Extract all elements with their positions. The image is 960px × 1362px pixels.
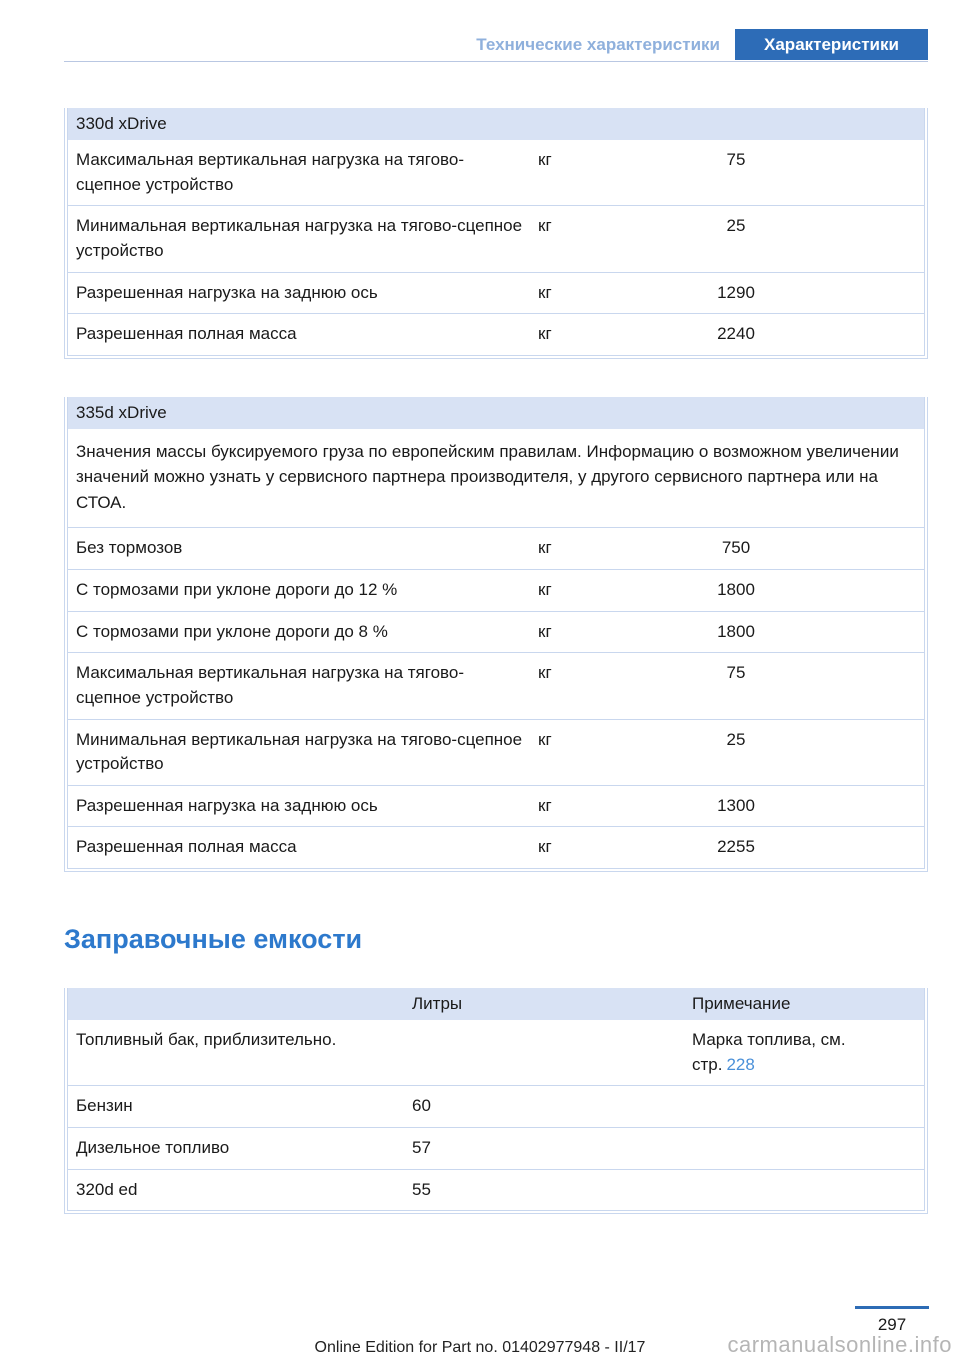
edition-note: Online Edition for Part no. 01402977948 - II/17	[314, 1339, 646, 1356]
table-row	[68, 272, 924, 314]
table-row	[68, 527, 924, 569]
table-row	[68, 826, 924, 868]
table-title: 330d xDrive	[68, 108, 924, 140]
row-label: 320d ed	[76, 1179, 138, 1199]
row-label: Разрешенная полная масса	[76, 324, 297, 344]
section-heading-capacities: Заправочные емкости	[64, 924, 363, 955]
page-number: 297	[877, 1315, 907, 1334]
row-value: 1800	[717, 579, 755, 599]
row-value: 25	[726, 729, 746, 749]
row-value: 2255	[717, 837, 755, 857]
row-unit: кг	[538, 729, 552, 749]
page-reference-link[interactable]: 228	[726, 1054, 755, 1074]
row-label: Без тормозов	[76, 538, 183, 558]
row-value: 25	[726, 216, 746, 236]
row-value: 750	[721, 538, 751, 558]
row-liters: 57	[412, 1138, 431, 1158]
spec-table-330d-xdrive	[64, 108, 928, 359]
page-header	[64, 0, 928, 60]
capacities-table	[64, 988, 928, 1214]
row-unit: кг	[538, 282, 552, 302]
row-value: 75	[726, 663, 746, 683]
row-liters: 55	[412, 1179, 431, 1199]
row-unit: кг	[538, 150, 552, 169]
watermark: carmanualsonline.info	[727, 1332, 952, 1357]
table-row	[68, 611, 924, 653]
table-row	[68, 140, 924, 205]
row-unit: кг	[538, 216, 552, 236]
row-value: 2240	[717, 324, 755, 344]
chapter-badge: Характеристики	[735, 29, 928, 60]
breadcrumb: Технические характеристики	[476, 34, 720, 54]
column-header-empty	[68, 994, 412, 1014]
row-label: Максимальная вертикальная нагрузка на тягово-сцепное устройство	[76, 150, 464, 194]
table-row	[68, 785, 924, 827]
row-label: Разрешенная полная масса	[76, 837, 297, 857]
row-label: Минимальная вертикальная нагрузка на тягово-сцепное устройство	[76, 216, 523, 260]
row-value: 1800	[717, 621, 755, 641]
row-label: С тормозами при уклоне дороги до 12 %	[76, 579, 398, 599]
table-row	[68, 719, 924, 785]
row-value: 1290	[717, 282, 755, 302]
row-value: 75	[726, 150, 746, 169]
header-divider	[64, 61, 928, 62]
row-label: Разрешенная нагрузка на заднюю ось	[76, 795, 378, 815]
row-unit: кг	[538, 663, 552, 683]
table-title: 335d xDrive	[68, 397, 924, 429]
table-row	[68, 1020, 924, 1085]
column-header-liters: Литры	[412, 994, 463, 1014]
note-line1: Марка топлива, см.	[692, 1030, 846, 1050]
row-unit: кг	[538, 837, 552, 857]
row-label: Разрешенная нагрузка на заднюю ось	[76, 282, 378, 302]
row-liters: 60	[412, 1096, 431, 1116]
row-unit: кг	[538, 795, 552, 815]
row-unit: кг	[538, 324, 552, 344]
column-header-note: Примечание	[692, 994, 791, 1014]
row-note	[692, 1028, 924, 1077]
table-row	[68, 205, 924, 271]
note-line2-prefix: стр.	[692, 1054, 723, 1074]
row-unit: кг	[538, 579, 552, 599]
capacities-table-header	[68, 988, 924, 1020]
row-label: Минимальная вертикальная нагрузка на тягово-сцепное устройство	[76, 729, 523, 774]
row-unit: кг	[538, 538, 552, 558]
table-row	[68, 313, 924, 355]
table-row	[68, 1169, 924, 1211]
table-row	[68, 652, 924, 718]
row-label: С тормозами при уклоне дороги до 8 %	[76, 621, 388, 641]
table-row	[68, 1127, 924, 1169]
content-area	[64, 0, 928, 1214]
page-number-rule	[855, 1306, 929, 1309]
row-label: Бензин	[76, 1096, 133, 1116]
row-label: Максимальная вертикальная нагрузка на тягово-сцепное устройство	[76, 663, 464, 707]
row-value: 1300	[717, 795, 755, 815]
row-unit: кг	[538, 621, 552, 641]
table-note: Значения массы буксируемого груза по европейским правилам. Информацию о возможном увеличении значений можно узнать у сервисного партнера производителя, у другого сервисного партнера или на СТОА.	[76, 441, 899, 512]
table-row	[68, 1085, 924, 1127]
row-label: Топливный бак, приблизительно.	[76, 1030, 337, 1050]
spec-table-335d-xdrive	[64, 397, 928, 872]
row-label: Дизельное топливо	[76, 1138, 230, 1158]
table-row	[68, 569, 924, 611]
